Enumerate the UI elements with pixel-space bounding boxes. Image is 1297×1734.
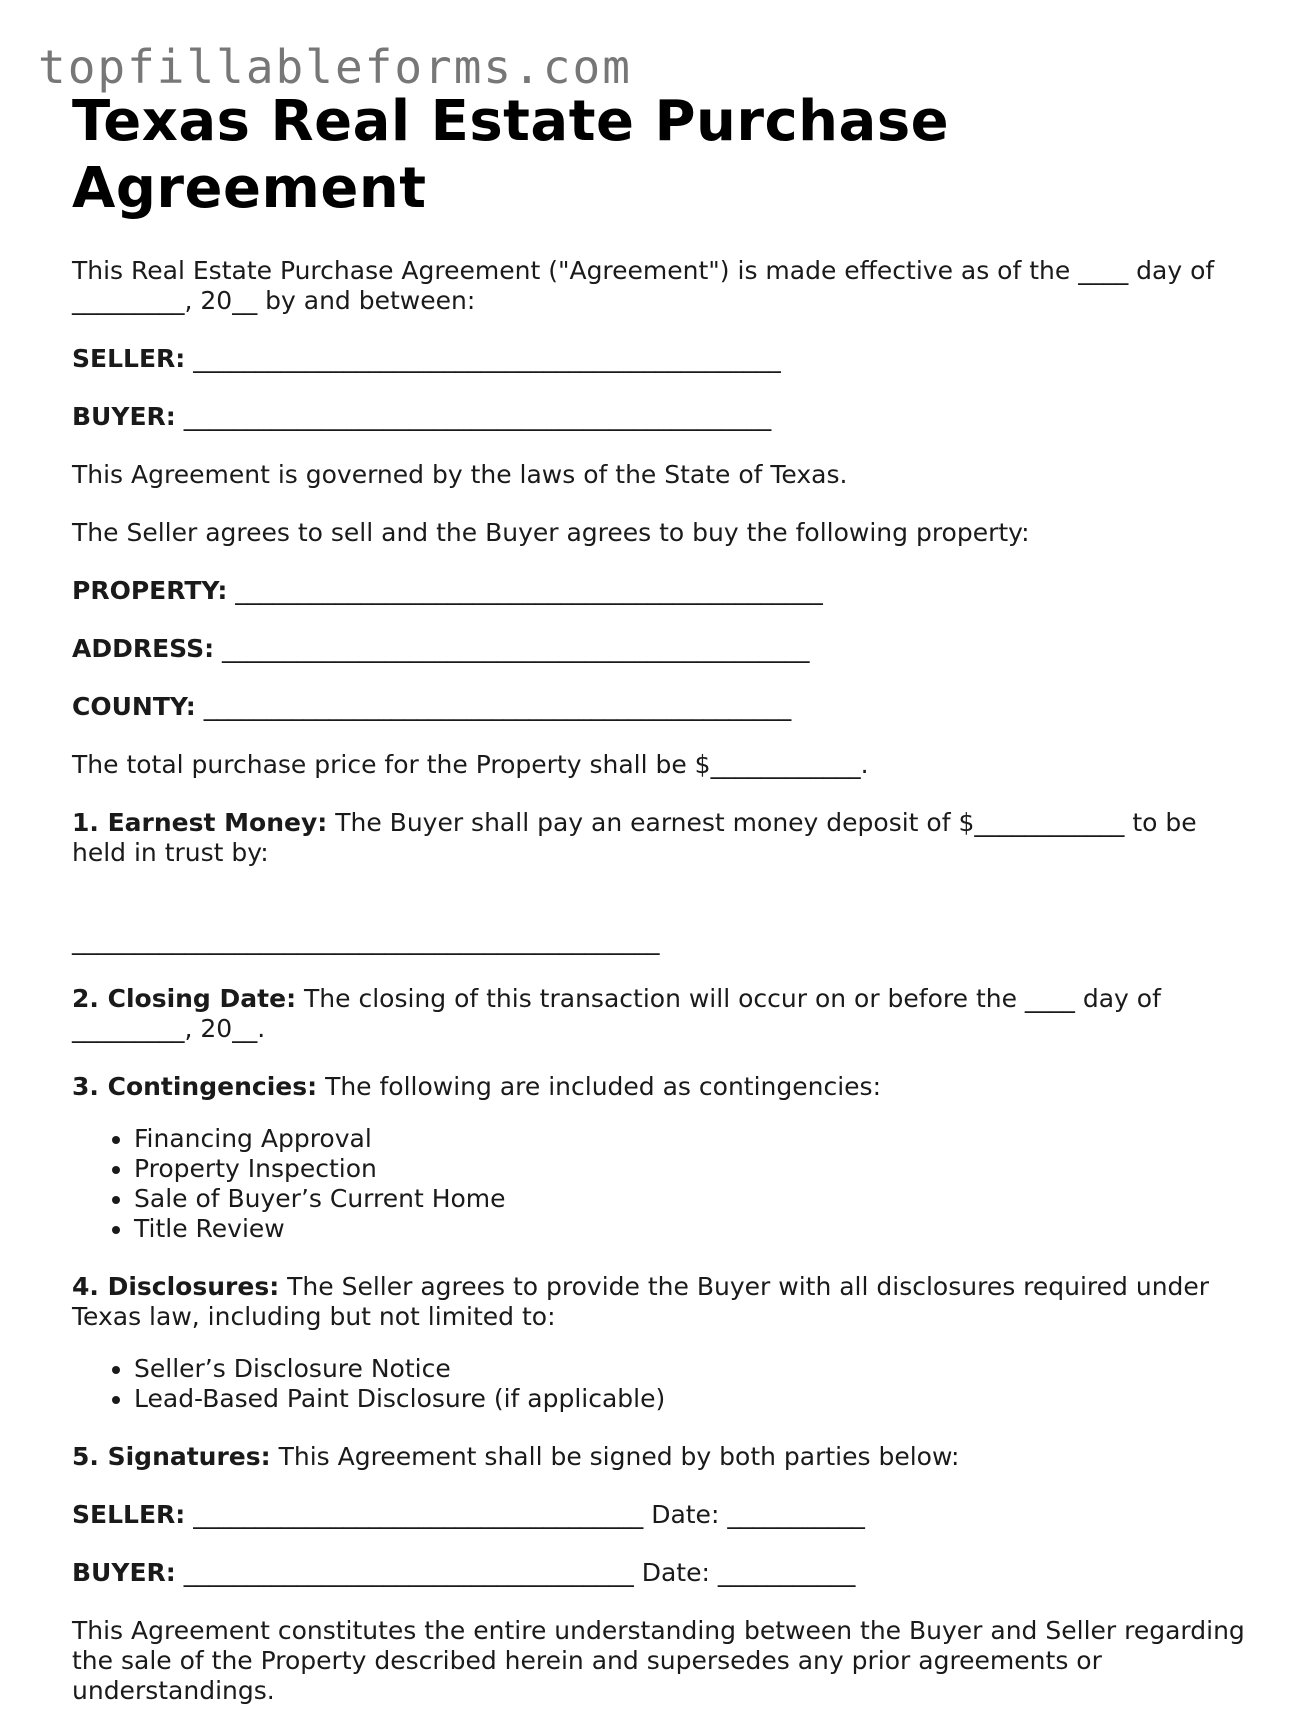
buyer-date-label: Date:: [641, 1558, 710, 1588]
property-line: [72, 576, 1252, 606]
entire-agreement-paragraph: This Agreement constitutes the entire understanding between the Buyer and Seller regarding the sale of the Property described herein and supersedes any prior agreements or understandings.: [72, 1616, 1245, 1706]
buyer-label: BUYER:: [72, 402, 176, 432]
list-item: • Property Inspection: [134, 1154, 1252, 1184]
seller-line: [72, 344, 1252, 374]
earnest-money-heading: 1. Earnest Money:: [72, 808, 328, 838]
buyer-signature-label: BUYER:: [72, 1558, 176, 1588]
disclosures-text: The Seller agrees to provide the Buyer with all disclosures required under Texas law, including but not limited to:: [72, 1272, 1210, 1332]
seller-date-field[interactable]: ___________: [727, 1500, 865, 1530]
page-title: Texas Real Estate Purchase Agreement: [72, 89, 950, 222]
earnest-money-section: [72, 808, 1252, 868]
seller-date-label: Date:: [651, 1500, 720, 1530]
seller-signature-label: SELLER:: [72, 1500, 186, 1530]
buyer-field[interactable]: _______________________________________________: [183, 402, 772, 432]
disclosures-heading: 4. Disclosures:: [72, 1272, 280, 1302]
intro-paragraph: This Real Estate Purchase Agreement ("Agreement") is made effective as of the ____ day of _________, 20__ by and between:: [72, 256, 1215, 316]
signatures-text: This Agreement shall be signed by both parties below:: [278, 1442, 960, 1472]
seller-signature-field[interactable]: ____________________________________: [193, 1500, 644, 1530]
agreement-paragraph: The Seller agrees to sell and the Buyer agrees to buy the following property:: [72, 518, 1030, 548]
seller-signature-line: [72, 1500, 1252, 1530]
trust-holder-field[interactable]: _______________________________________________: [72, 926, 660, 956]
contingencies-list: [72, 1124, 1252, 1244]
county-line: [72, 692, 1252, 722]
disclosures-section: [72, 1272, 1252, 1332]
contingencies-section: [72, 1072, 1252, 1102]
county-field[interactable]: _______________________________________________: [203, 692, 792, 722]
buyer-signature-line: [72, 1558, 1252, 1588]
earnest-money-text: The Buyer shall pay an earnest money deposit of $____________ to be held in trust by:: [72, 808, 1197, 868]
governing-law-paragraph: This Agreement is governed by the laws of the State of Texas.: [72, 460, 848, 490]
seller-label: SELLER:: [72, 344, 186, 374]
purchase-price-paragraph: The total purchase price for the Property shall be $____________.: [72, 750, 869, 780]
buyer-date-field[interactable]: ___________: [717, 1558, 856, 1588]
list-item: • Title Review: [134, 1214, 1252, 1244]
watermark: topfillableforms.com: [38, 40, 632, 94]
address-line: [72, 634, 1252, 664]
closing-date-text: The closing of this transaction will occur on or before the ____ day of _________, 20__.: [72, 984, 1161, 1044]
document: [72, 88, 1252, 1734]
list-item: • Seller’s Disclosure Notice: [134, 1354, 1252, 1384]
list-item: • Financing Approval: [134, 1124, 1252, 1154]
list-item: • Sale of Buyer’s Current Home: [134, 1184, 1252, 1214]
disclosures-list: [72, 1354, 1252, 1414]
address-field[interactable]: _______________________________________________: [222, 634, 810, 664]
signatures-section: [72, 1442, 1252, 1472]
seller-field[interactable]: _______________________________________________: [193, 344, 781, 374]
contingencies-heading: 3. Contingencies:: [72, 1072, 318, 1102]
property-label: PROPERTY:: [72, 576, 228, 606]
property-field[interactable]: _______________________________________________: [235, 576, 823, 606]
list-item: • Lead-Based Paint Disclosure (if applicable): [134, 1384, 1252, 1414]
closing-date-section: [72, 984, 1252, 1044]
buyer-line: [72, 402, 1252, 432]
signatures-heading: 5. Signatures:: [72, 1442, 271, 1472]
address-label: ADDRESS:: [72, 634, 215, 664]
buyer-signature-field[interactable]: ____________________________________: [183, 1558, 634, 1588]
contingencies-text: The following are included as contingencies:: [325, 1072, 881, 1102]
closing-date-heading: 2. Closing Date:: [72, 984, 297, 1014]
county-label: COUNTY:: [72, 692, 196, 722]
